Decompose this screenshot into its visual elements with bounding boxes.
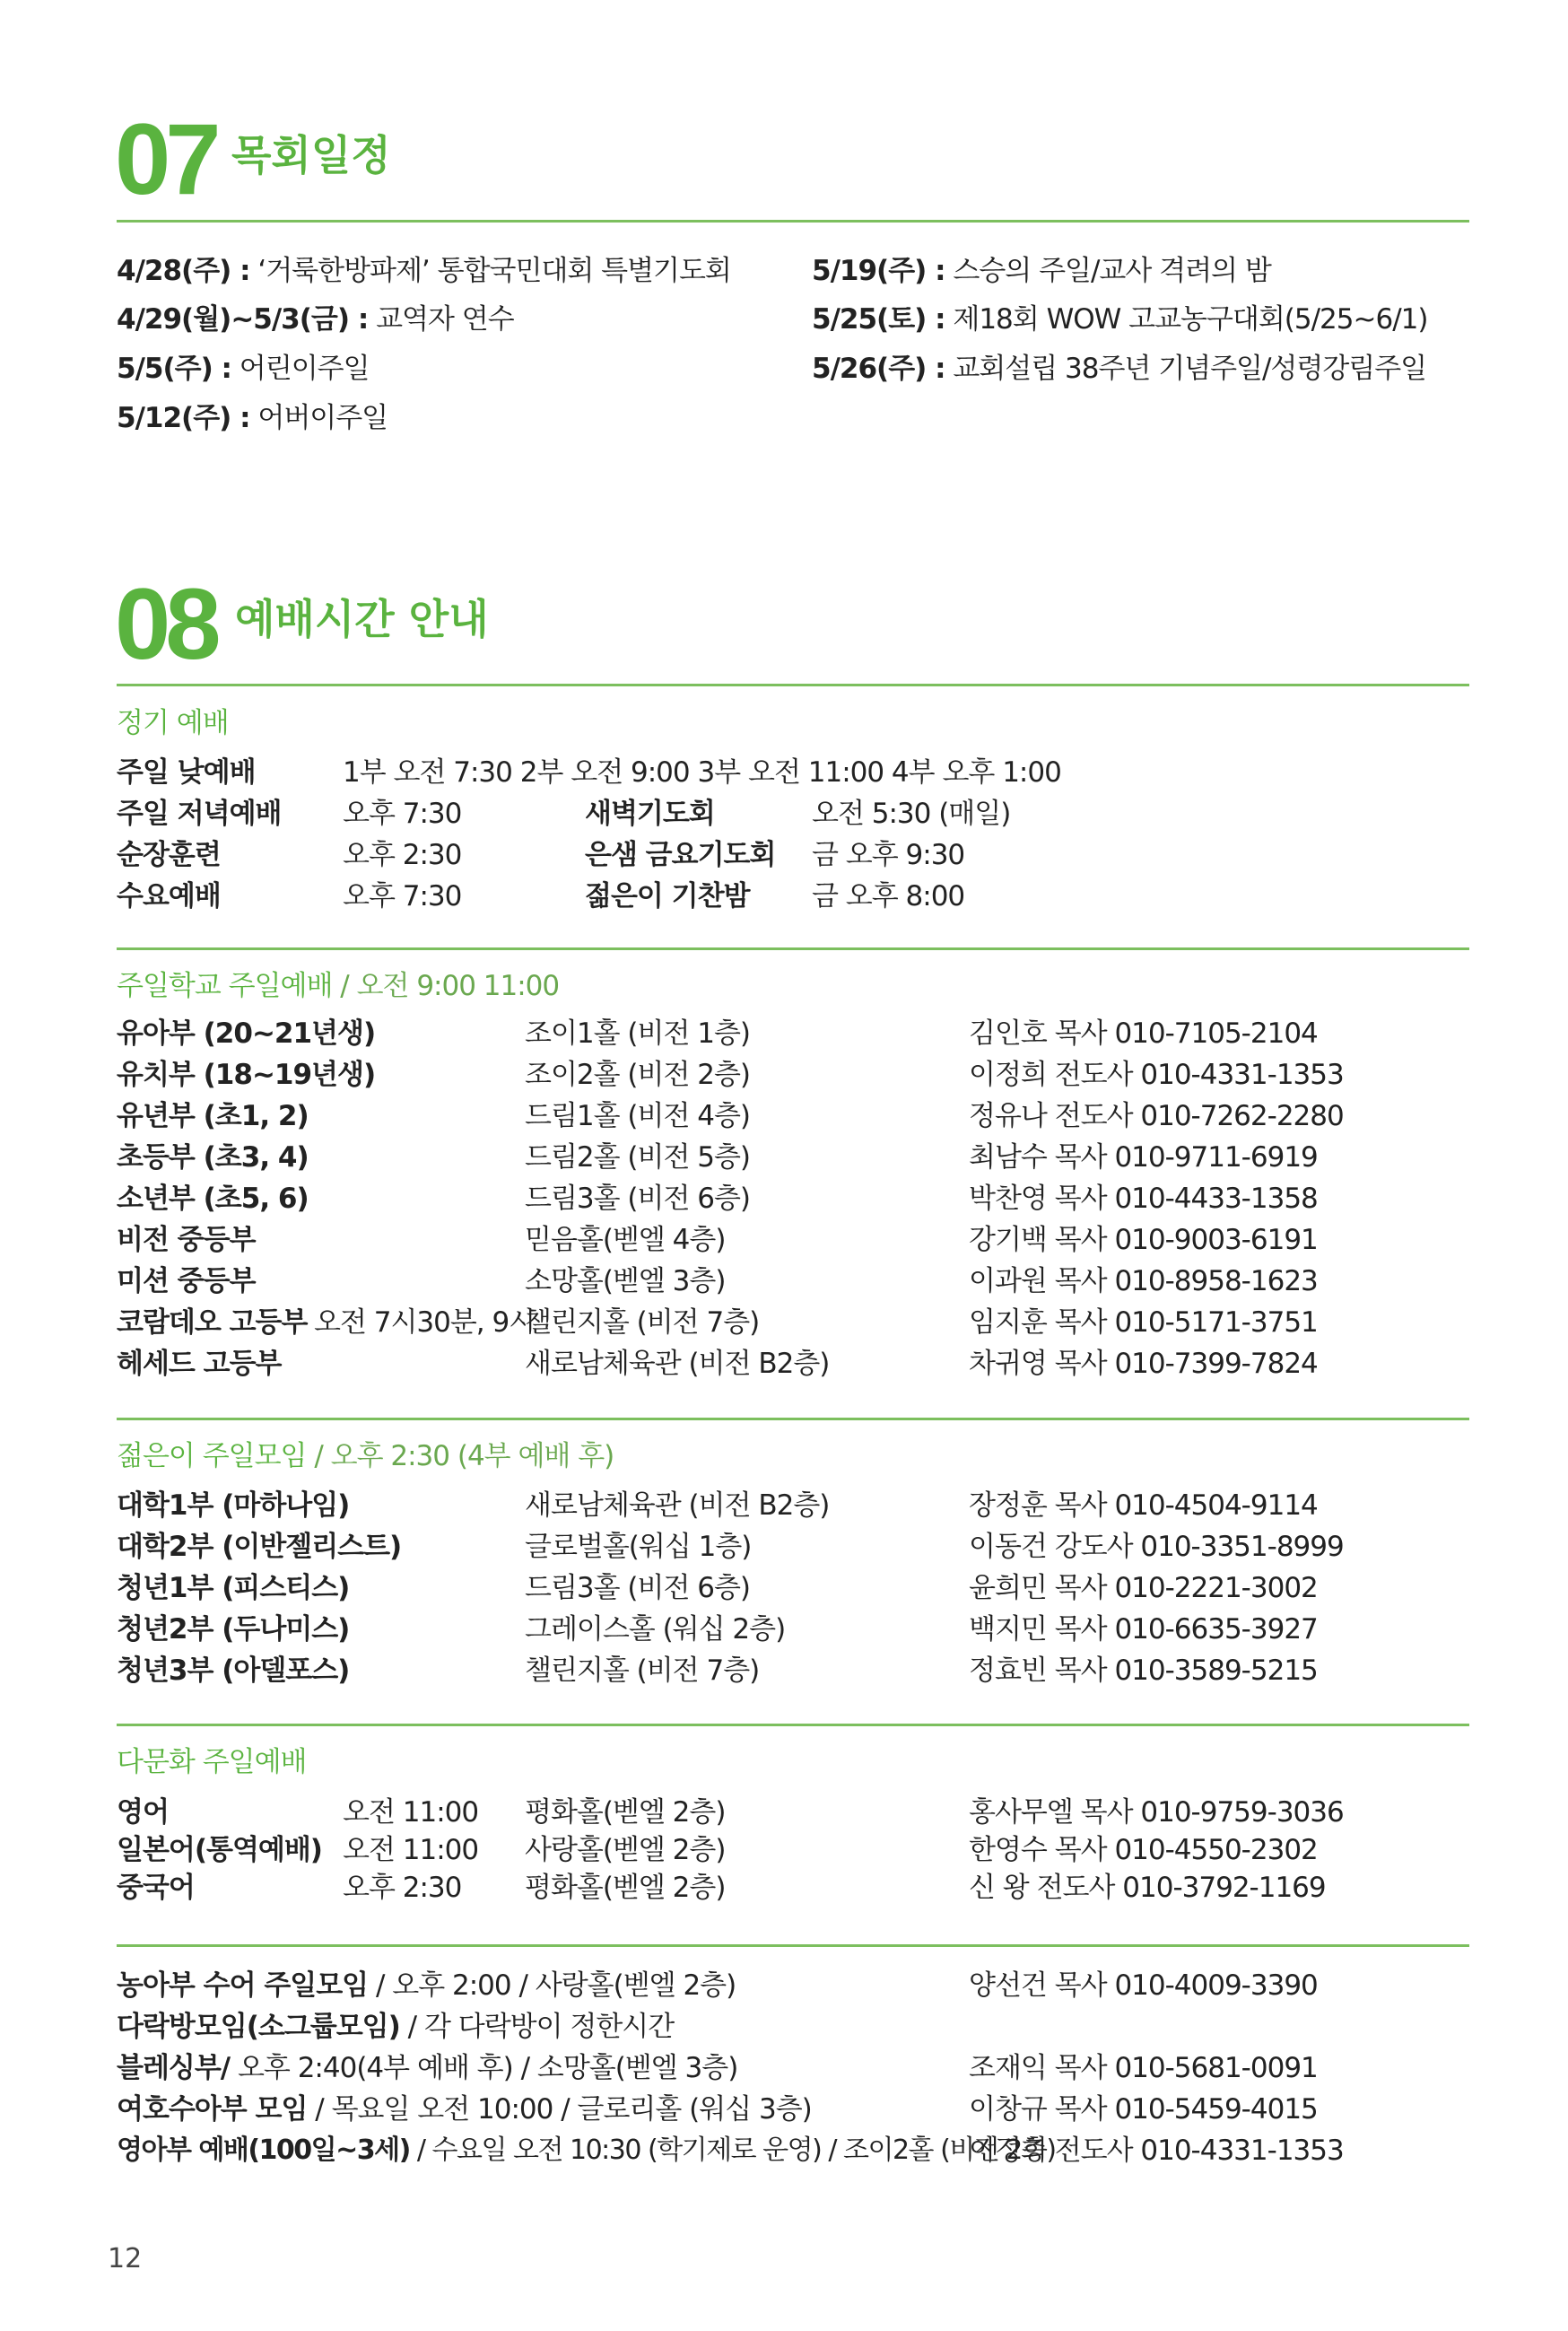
dept-name: 유치부 (18~19년생) bbox=[117, 1059, 376, 1091]
event-item: 4/29(월)~5/3(금) : 교역자 연수 bbox=[117, 303, 514, 336]
worship-time: 오후 7:30 bbox=[343, 880, 462, 912]
place: 드림2홀 (비전 5층) bbox=[525, 1141, 751, 1174]
event-item: 4/28(주) : ‘거룩한방파제’ 통합국민대회 특별기도회 bbox=[117, 255, 731, 287]
section-08-title: 예배시간 안내 bbox=[235, 595, 489, 643]
dept-name: 초등부 (초3, 4) bbox=[117, 1141, 309, 1174]
contact: 차귀영 목사 010-7399-7824 bbox=[969, 1348, 1318, 1380]
young-adults-heading: 젊은이 주일모임 / 오후 2:30 (4부 예배 후) bbox=[117, 1440, 614, 1472]
section-08-rule bbox=[117, 684, 1469, 686]
section-07-rule bbox=[117, 220, 1469, 223]
contact: 강기백 목사 010-9003-6191 bbox=[969, 1224, 1318, 1256]
page-number: 12 bbox=[108, 2243, 143, 2274]
dept-name: 비전 중등부 bbox=[117, 1224, 256, 1256]
worship-name: 젊은이 기찬밤 bbox=[585, 880, 750, 912]
section-08-number: 08 bbox=[115, 568, 216, 680]
dept-name: 청년2부 (두나미스) bbox=[117, 1613, 350, 1646]
dept-time: 오전 7시30분, 9시 bbox=[314, 1306, 536, 1339]
contact: 양선건 목사 010-4009-3390 bbox=[969, 1969, 1318, 2002]
event-item: 5/19(주) : 스승의 주일/교사 격려의 밤 bbox=[812, 255, 1271, 287]
meeting-info: 블레싱부/ 오후 2:40(4부 예배 후) / 소망홀(벧엘 3층) bbox=[117, 2052, 738, 2084]
place: 새로남체육관 (비전 B2층) bbox=[525, 1348, 830, 1380]
contact: 박찬영 목사 010-4433-1358 bbox=[969, 1183, 1318, 1215]
dept-name: 헤세드 고등부 bbox=[117, 1348, 282, 1380]
language: 영어 bbox=[117, 1796, 169, 1829]
dept-name: 소년부 (초5, 6) bbox=[117, 1183, 309, 1215]
divider bbox=[117, 1944, 1469, 1947]
contact: 장정훈 목사 010-4504-9114 bbox=[969, 1489, 1318, 1522]
dept-name: 유아부 (20~21년생) bbox=[117, 1017, 376, 1050]
worship-time: 금 오후 8:00 bbox=[812, 880, 965, 912]
divider bbox=[117, 1418, 1469, 1420]
worship-time: 오후 2:30 bbox=[343, 839, 462, 871]
contact: 이정희 전도사 010-4331-1353 bbox=[969, 2135, 1344, 2167]
meeting-info: 여호수아부 모임 / 목요일 오전 10:00 / 글로리홀 (워십 3층) bbox=[117, 2093, 812, 2126]
event-item: 5/25(토) : 제18회 WOW 고교농구대회(5/25~6/1) bbox=[812, 303, 1428, 336]
dept-name: 코람데오 고등부 bbox=[117, 1306, 308, 1339]
dept-name: 청년1부 (피스티스) bbox=[117, 1572, 350, 1604]
place: 드림3홀 (비전 6층) bbox=[525, 1183, 751, 1215]
contact: 김인호 목사 010-7105-2104 bbox=[969, 1017, 1318, 1050]
worship-name: 주일 저녁예배 bbox=[117, 798, 282, 830]
meeting-info: 영아부 예배(100일~3세) / 수요일 오전 10:30 (학기제로 운영) / 조이2홀 (비전 2층) bbox=[117, 2135, 1056, 2166]
place: 드림1홀 (비전 4층) bbox=[525, 1100, 751, 1132]
service-time: 오후 2:30 bbox=[343, 1872, 462, 1904]
worship-time: 금 오후 9:30 bbox=[812, 839, 965, 871]
contact: 임지훈 목사 010-5171-3751 bbox=[969, 1306, 1318, 1339]
contact: 이창규 목사 010-5459-4015 bbox=[969, 2093, 1318, 2126]
contact: 최남수 목사 010-9711-6919 bbox=[969, 1141, 1318, 1174]
language: 중국어 bbox=[117, 1872, 195, 1904]
section-07-number: 07 bbox=[115, 103, 216, 215]
language: 일본어(통역예배) bbox=[117, 1834, 322, 1866]
contact: 이동건 강도사 010-3351-8999 bbox=[969, 1531, 1344, 1563]
worship-time: 오후 7:30 bbox=[343, 798, 462, 830]
meeting-info: 농아부 수어 주일모임 / 오후 2:00 / 사랑홀(벧엘 2층) bbox=[117, 1969, 736, 2002]
worship-name: 주일 낮예배 bbox=[117, 756, 256, 789]
place: 새로남체육관 (비전 B2층) bbox=[525, 1489, 830, 1522]
worship-time: 오전 5:30 (매일) bbox=[812, 798, 1011, 830]
event-item: 5/12(주) : 어버이주일 bbox=[117, 402, 388, 434]
place: 챌린지홀 (비전 7층) bbox=[525, 1654, 760, 1687]
dept-name: 유년부 (초1, 2) bbox=[117, 1100, 309, 1132]
place: 드림3홀 (비전 6층) bbox=[525, 1572, 751, 1604]
worship-name: 은샘 금요기도회 bbox=[585, 839, 776, 871]
contact: 이정희 전도사 010-4331-1353 bbox=[969, 1059, 1344, 1091]
contact: 정효빈 목사 010-3589-5215 bbox=[969, 1654, 1318, 1687]
worship-time: 1부 오전 7:30 2부 오전 9:00 3부 오전 11:00 4부 오후 1:00 bbox=[343, 756, 1061, 789]
regular-worship-heading: 정기 예배 bbox=[117, 707, 229, 739]
place: 글로벌홀(워십 1층) bbox=[525, 1531, 752, 1563]
service-time: 오전 11:00 bbox=[343, 1834, 479, 1866]
dept-name: 청년3부 (아델포스) bbox=[117, 1654, 350, 1687]
place: 조이2홀 (비전 2층) bbox=[525, 1059, 751, 1091]
contact: 한영수 목사 010-4550-2302 bbox=[969, 1834, 1318, 1866]
place: 사랑홀(벧엘 2층) bbox=[525, 1834, 726, 1866]
place: 소망홀(벧엘 3층) bbox=[525, 1265, 726, 1297]
dept-name: 대학1부 (마하나임) bbox=[117, 1489, 350, 1522]
contact: 정유나 전도사 010-7262-2280 bbox=[969, 1100, 1344, 1132]
contact: 윤희민 목사 010-2221-3002 bbox=[969, 1572, 1318, 1604]
contact: 백지민 목사 010-6635-3927 bbox=[969, 1613, 1318, 1646]
divider bbox=[117, 947, 1469, 950]
divider bbox=[117, 1724, 1469, 1726]
service-time: 오전 11:00 bbox=[343, 1796, 479, 1829]
sunday-school-heading: 주일학교 주일예배 / 오전 9:00 11:00 bbox=[117, 970, 560, 1002]
dept-name: 대학2부 (이반젤리스트) bbox=[117, 1531, 402, 1563]
place: 믿음홀(벧엘 4층) bbox=[525, 1224, 726, 1256]
place: 챌린지홀 (비전 7층) bbox=[525, 1306, 760, 1339]
multicultural-heading: 다문화 주일예배 bbox=[117, 1746, 307, 1778]
contact: 홍사무엘 목사 010-9759-3036 bbox=[969, 1796, 1344, 1829]
place: 평화홀(벧엘 2층) bbox=[525, 1796, 726, 1829]
contact: 조재익 목사 010-5681-0091 bbox=[969, 2052, 1318, 2084]
section-07-title: 목회일정 bbox=[231, 131, 391, 179]
dept-name: 미션 중등부 bbox=[117, 1265, 256, 1297]
contact: 신 왕 전도사 010-3792-1169 bbox=[969, 1872, 1326, 1904]
place: 평화홀(벧엘 2층) bbox=[525, 1872, 726, 1904]
place: 그레이스홀 (워십 2층) bbox=[525, 1613, 786, 1646]
meeting-info: 다락방모임(소그룹모임) / 각 다락방이 정한시간 bbox=[117, 2011, 675, 2043]
place: 조이1홀 (비전 1층) bbox=[525, 1017, 751, 1050]
contact: 이과원 목사 010-8958-1623 bbox=[969, 1265, 1318, 1297]
event-item: 5/26(주) : 교회설립 38주년 기념주일/성령강림주일 bbox=[812, 353, 1427, 385]
worship-name: 새벽기도회 bbox=[585, 798, 715, 830]
worship-name: 순장훈련 bbox=[117, 839, 221, 871]
event-item: 5/5(주) : 어린이주일 bbox=[117, 353, 370, 385]
worship-name: 수요예배 bbox=[117, 880, 221, 912]
